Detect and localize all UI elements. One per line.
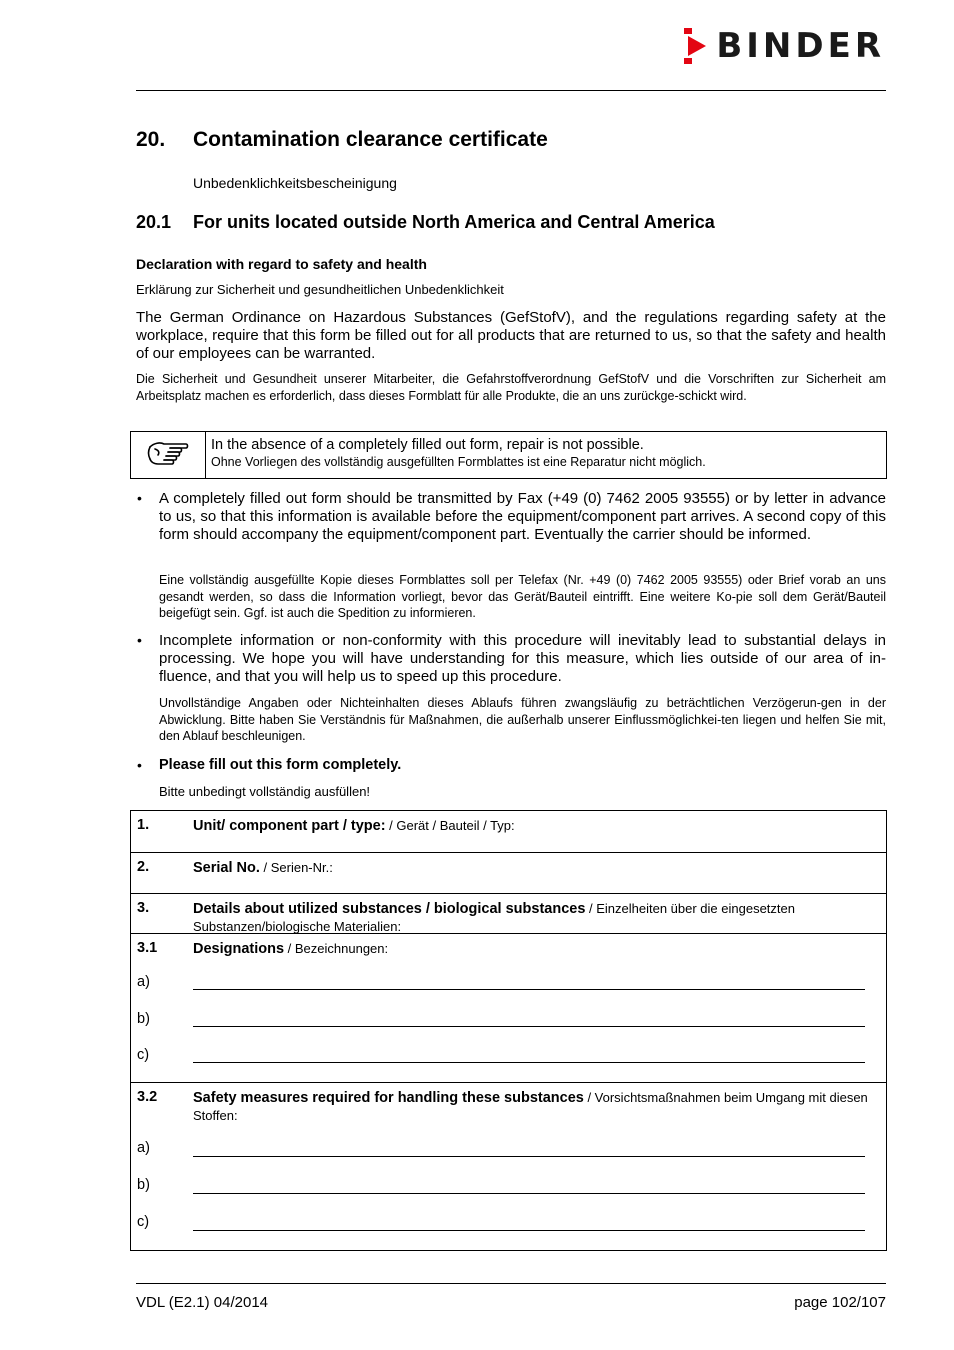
item-label-c: c) <box>137 1214 150 1230</box>
form-row-unit[interactable] <box>131 811 886 853</box>
safety-measure-a-field[interactable] <box>193 1156 865 1157</box>
declaration-paragraph-de: Die Sicherheit und Gesundheit unserer Mitarbeiter, die Gefahrstoffverordnung GefStofV und die Vorschriften zur Sicherheit am Arbeitsplatz machen es erforderlich, dass dieses Formblatt für alle Produkte, die an uns zurückge-schickt wird. <box>136 372 886 403</box>
item-label-b: b) <box>137 1011 150 1027</box>
bullet-marker: • <box>137 757 142 773</box>
note-text-de: Ohne Vorliegen des vollständig ausgefüllten Formblattes ist eine Reparatur nicht möglich. <box>211 455 706 469</box>
section-number: 20. <box>136 128 166 151</box>
item-label-a: a) <box>137 974 150 990</box>
form-row-label: Serial No. / Serien-Nr.: <box>193 860 333 876</box>
binder-arrow-icon <box>684 28 710 64</box>
section-title: Contamination clearance certificate <box>193 128 548 151</box>
form-row-number: 3.2 <box>137 1089 158 1105</box>
bullet-1-text: A completely filled out form should be transmitted by Fax (+49 (0) 7462 2005 93555) or by letter in advance to us, so that this information is available before the equipment/component part arrives. A second copy of this form should accompany the equipment/component part. Eventually the carrier should be informed. <box>159 490 886 543</box>
form-row-safety-measures <box>131 1083 886 1249</box>
section-subtitle: Unbedenklichkeitsbescheinigung <box>193 175 397 191</box>
form-row-label: Designations / Bezeichnungen: <box>193 941 389 957</box>
safety-measure-c-field[interactable] <box>193 1230 865 1231</box>
form-row-number: 1. <box>137 817 150 833</box>
form-row-number: 3.1 <box>137 940 158 956</box>
item-label-a: a) <box>137 1140 150 1156</box>
subsection-heading <box>136 212 715 233</box>
pointing-hand-icon <box>146 437 190 473</box>
note-box <box>130 431 887 479</box>
brand-name: BINDER <box>716 26 885 66</box>
safety-measure-b-field[interactable] <box>193 1193 865 1194</box>
note-text-en: In the absence of a completely filled out form, repair is not possible. <box>211 437 644 453</box>
bullet-2-text: Incomplete information or non-conformity with this procedure will inevitably lead to substantial delays in processing. We hope you will have understanding for this measure, which lies outside of our area of in-fluence, and that you will help us to speed up this procedure. <box>159 632 886 685</box>
form-row-serial[interactable] <box>131 853 886 894</box>
designation-a-field[interactable] <box>193 989 865 990</box>
bullet-3-text: Please fill out this form completely. <box>159 757 402 773</box>
item-label-c: c) <box>137 1047 150 1063</box>
bullet-marker: • <box>137 490 142 506</box>
subsection-number: 20.1 <box>136 212 172 232</box>
form-row-label: Safety measures required for handling these substances / Vorsichtsmaßnahmen beim Umgang mit diesen Stoffen: <box>193 1090 868 1123</box>
bullet-2-text-de: Unvollständige Angaben oder Nichteinhalten dieses Ablaufs führen zwangsläufig zu beträchtlichen Verzögerun-gen in der Abwicklung. Bitte haben Sie Verständnis für Maßnahmen, die außerhalb unserer Einflussmöglichkei-ten liegen und helfen Sie mit, den Ablauf beschleunigen. <box>159 696 886 743</box>
declaration-heading: Declaration with regard to safety and health <box>136 256 427 272</box>
bullet-3-text-de: Bitte unbedingt vollständig ausfüllen! <box>159 784 371 799</box>
bullet-1-text-de: Eine vollständig ausgefüllte Kopie dieses Formblattes soll per Telefax (Nr. +49 (0) 7462 2005 93555) oder Brief vorab an uns gesandt werden, so dass die Information vorliegt, bevor das Gerät/Bauteil eintrifft. Eine weitere Ko-pie soll dem Gerät/Bauteil beigefügt sein. Ggf. ist auch die Spedition zu informieren. <box>159 573 886 620</box>
header-rule <box>136 90 886 91</box>
designation-c-field[interactable] <box>193 1062 865 1063</box>
note-text <box>206 432 706 478</box>
declaration-paragraph: The German Ordinance on Hazardous Substances (GefStofV), and the regulations regarding safety at the workplace, require that this form be filled out for all products that are returned to us, so that the safety and health of our employees can be warranted. <box>136 309 886 362</box>
footer-rule <box>136 1283 886 1284</box>
section-heading <box>136 128 548 152</box>
footer-doc-version: VDL (E2.1) 04/2014 <box>136 1294 269 1311</box>
form-row-designations <box>131 934 886 1083</box>
form-row-number: 3. <box>137 900 150 916</box>
footer-page-number: page 102/107 <box>794 1294 886 1311</box>
bullet-marker: • <box>137 632 142 648</box>
binder-logo <box>684 28 885 64</box>
note-icon-cell <box>131 432 206 478</box>
clearance-form <box>130 810 887 1251</box>
form-row-label: Unit/ component part / type: / Gerät / Bauteil / Typ: <box>193 818 515 834</box>
form-row-number: 2. <box>137 859 150 875</box>
declaration-heading-de: Erklärung zur Sicherheit und gesundheitlichen Unbedenklichkeit <box>136 282 504 297</box>
subsection-title: For units located outside North America and Central America <box>193 212 715 232</box>
form-row-label: Details about utilized substances / biological substances / Einzelheiten über die eingesetzten Substanzen/biologische Materialien: <box>193 901 795 934</box>
form-row-substances <box>131 894 886 934</box>
designation-b-field[interactable] <box>193 1026 865 1027</box>
item-label-b: b) <box>137 1177 150 1193</box>
